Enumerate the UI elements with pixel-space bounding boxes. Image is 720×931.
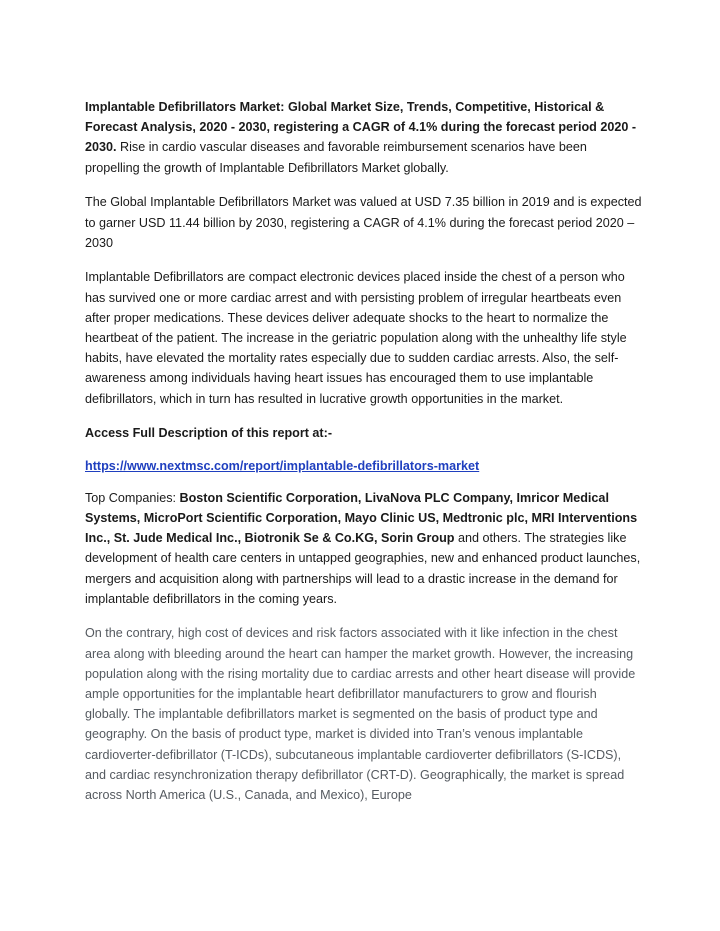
companies-prefix: Top Companies: [85,490,180,505]
access-link-paragraph [85,456,645,476]
document-page [85,97,645,820]
intro-text: Rise in cardio vascular diseases and favorable reimbursement scenarios have been propelling the growth of Implantable Defibrillators Market globally. [85,140,587,175]
report-link[interactable]: https://www.nextmsc.com/report/implantable-defibrillators-market [85,458,480,473]
companies-suffix: and others. The strategies like development of health care centers in untapped geographies, new and enhanced product launches, mergers and acquisition along with partnerships will lead to a drastic increase in the demand for implantable defibrillators in the coming years. [85,531,641,606]
contrary-paragraph: On the contrary, high cost of devices and risk factors associated with it like infection in the chest area along with bleeding around the heart can hamper the market growth. However, the increasing population along with the rising mortality due to cardiac arrests and other heart disease will provide ample opportunities for the implantable heart defibrillator manufacturers to grow and flourish globally. The implantable defibrillators market is segmented on the basis of product type and geography. On the basis of product type, market is divided into Tran’s venous implantable cardioverter-defibrillator (T-ICDs), subcutaneous implantable cardioverter defibrillators (S-ICDS), and cardiac resynchronization therapy defibrillator (CRT-D). Geographically, the market is spread across North America (U.S., Canada, and Mexico), Europe [85,626,636,803]
access-label: Access Full Description of this report at:- [85,426,333,441]
report-heading: Implantable Defibrillators Market: Global Market Size, Trends, Competitive, Historical & Forecast Analysis, 2020 - 2030, registering a CAGR of 4.1% during the forecast period 2020 - 2030. [85,100,637,155]
companies-names: Boston Scientific Corporation, LivaNova PLC Company, Imricor Medical Systems, MicroPort Scientific Corporation, Mayo Clinic US, Medtronic plc, MRI Interventions Inc., St. Jude Medical Inc., Biotronik Se & Co.KG, Sorin Group [85,490,638,546]
description-paragraph: Implantable Defibrillators are compact electronic devices placed inside the chest of a person who has survived one or more cardiac arrest and with persisting problem of irregular heartbeats even after proper medications. These devices deliver adequate shocks to the heart to normalize the heartbeat of the patient. The increase in the geriatric population along with the unhealthy life style habits, have elevated the mortality rates especially due to sudden cardiac arrests. Also, the self-awareness among individuals having heart issues has encouraged them to use implantable defibrillators, which in turn has resulted in lucrative growth opportunities in the market. [85,270,627,406]
companies-paragraph [85,488,645,609]
intro-paragraph [85,97,645,178]
valuation-paragraph: The Global Implantable Defibrillators Market was valued at USD 7.35 billion in 2019 and is expected to garner USD 11.44 billion by 2030, registering a CAGR of 4.1% during the forecast period 2020 – 2030 [85,195,642,250]
